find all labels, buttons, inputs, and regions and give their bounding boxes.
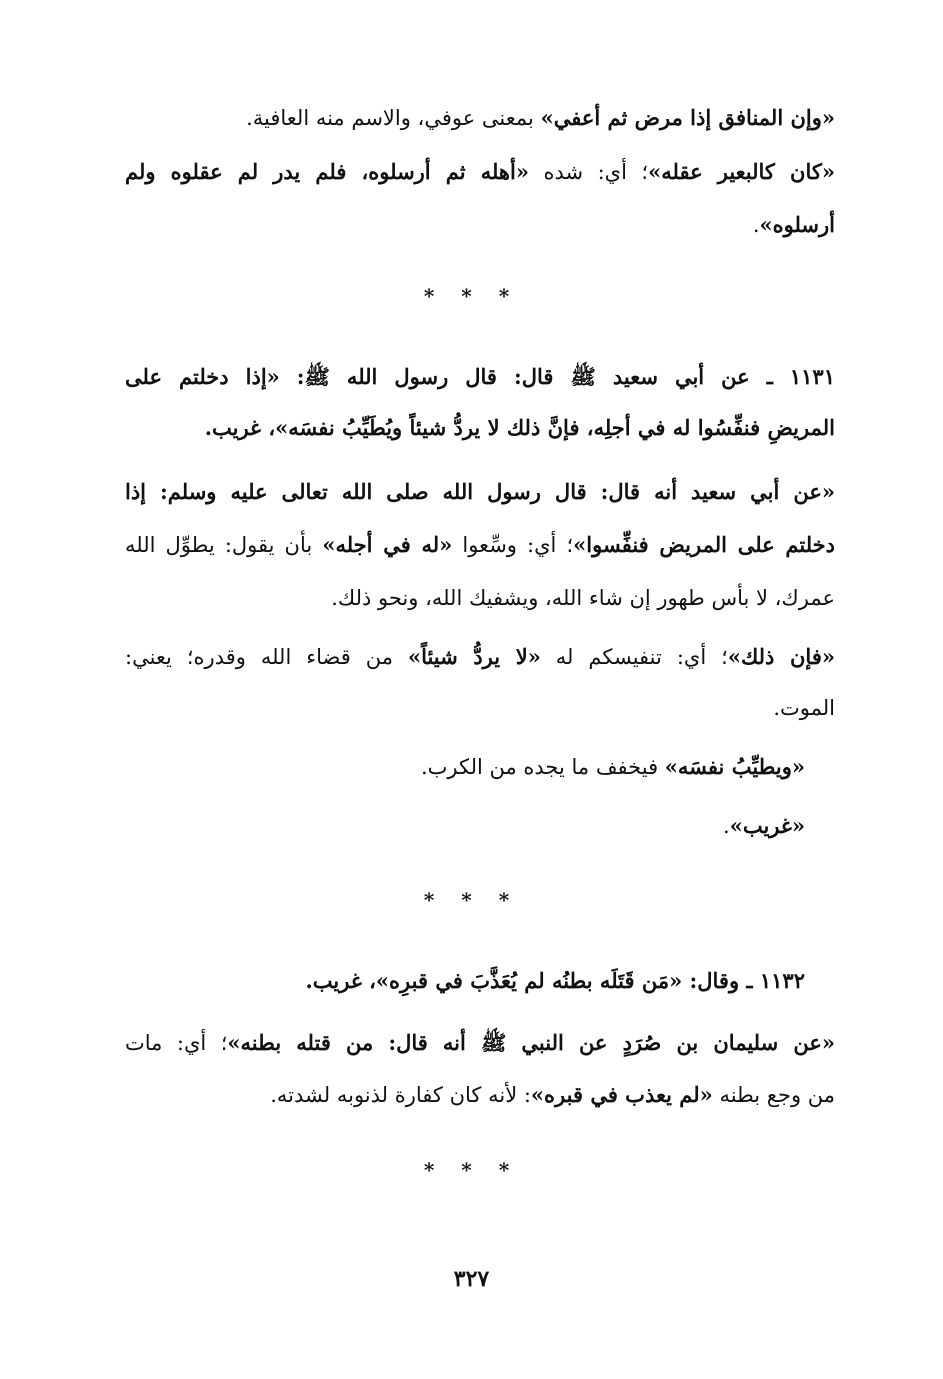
- bold-text-segment: دخلتم على المريض فنفِّسوا»: [573, 532, 836, 557]
- text-segment: .: [723, 814, 730, 838]
- text-segment: .: [752, 213, 760, 237]
- hadith-line: [125, 362, 835, 392]
- commentary-line: [95, 811, 805, 841]
- commentary-line: [125, 530, 835, 560]
- bold-text-segment: «غريب»: [729, 813, 805, 838]
- section-separator: * * *: [423, 284, 520, 308]
- commentary-line: [125, 642, 835, 672]
- section-separator: * * *: [423, 1158, 520, 1182]
- text-segment: بأن يقول: يطوِّل الله: [125, 533, 323, 557]
- text-segment: من قضاء الله وقدره؛ يعني:: [125, 645, 408, 669]
- section-separator: * * *: [423, 888, 520, 912]
- bold-text-segment: «له في أجله»: [322, 532, 453, 557]
- bold-text-segment: المريضِ فنفِّسُوا له في أجلِه، فإنَّ ذلك لا يردُّ شيئاً ويُطَيِّبُ نفسَه»، غريب.: [204, 415, 835, 440]
- commentary-line: [125, 1080, 835, 1110]
- text-line: [125, 103, 835, 133]
- bold-text-segment: أرسلوه»: [759, 212, 835, 237]
- text-segment: ؛ أي: وسِّعوا: [452, 533, 574, 557]
- bold-text-segment: «عن أبي سعيد أنه قال: قال رسول الله صلى الله تعالى عليه وسلم: إذا: [125, 479, 835, 504]
- text-segment: فيخفف ما يجده من الكرب.: [420, 755, 665, 779]
- bold-text-segment: «لم يعذب في قبره»: [530, 1082, 713, 1107]
- text-segment: الموت.: [773, 696, 835, 720]
- text-segment: ؛ أي: شده: [528, 160, 649, 184]
- text-segment: ؛ أي: مات: [125, 1031, 228, 1055]
- bold-text-segment: «وإن المنافق إذا مرض ثم أعفي»: [540, 105, 835, 130]
- text-segment: ؛ أي: تنفيسكم له: [540, 645, 728, 669]
- commentary-line: [125, 477, 835, 507]
- commentary-line: [95, 752, 805, 782]
- text-segment: من وجع بطنه: [712, 1083, 835, 1107]
- text-line: [125, 210, 835, 240]
- bold-text-segment: «عن سليمان بن صُرَدٍ عن النبي ﷺ أنه قال: من قتله بطنه»: [227, 1030, 835, 1055]
- hadith-line: [125, 413, 835, 443]
- bold-text-segment: «لا يردُّ شيئاً»: [407, 644, 541, 669]
- text-segment: عمرك، لا بأس طهور إن شاء الله، ويشفيك الله، ونحو ذلك.: [331, 586, 835, 610]
- commentary-line: [125, 693, 835, 723]
- text-line: [125, 157, 835, 187]
- hadith-line: [95, 966, 805, 996]
- text-segment: : لأنه كان كفارة لذنوبه لشدته.: [270, 1083, 531, 1107]
- bold-text-segment: ١١٣١ ـ عن أبي سعيد ﷺ قال: قال رسول الله ﷺ: «إذا دخلتم على: [125, 364, 835, 389]
- commentary-line: [125, 1028, 835, 1058]
- bold-text-segment: «أهله ثم أرسلوه، فلم يدر لم عقلوه ولم: [125, 159, 529, 184]
- commentary-line: [125, 583, 835, 613]
- bold-text-segment: «كان كالبعير عقله»: [648, 159, 835, 184]
- page-number: ٣٢٧: [453, 1266, 490, 1292]
- bold-text-segment: «ويطيِّبُ نفسَه»: [664, 754, 805, 779]
- bold-text-segment: ١١٣٢ ـ وقال: «مَن قَتَلَه بطنُه لم يُعَذَّبَ في قبرِه»، غريب.: [305, 968, 805, 993]
- text-segment: بمعنى عوفي، والاسم منه العافية.: [246, 106, 541, 130]
- bold-text-segment: «فإن ذلك»: [727, 644, 835, 669]
